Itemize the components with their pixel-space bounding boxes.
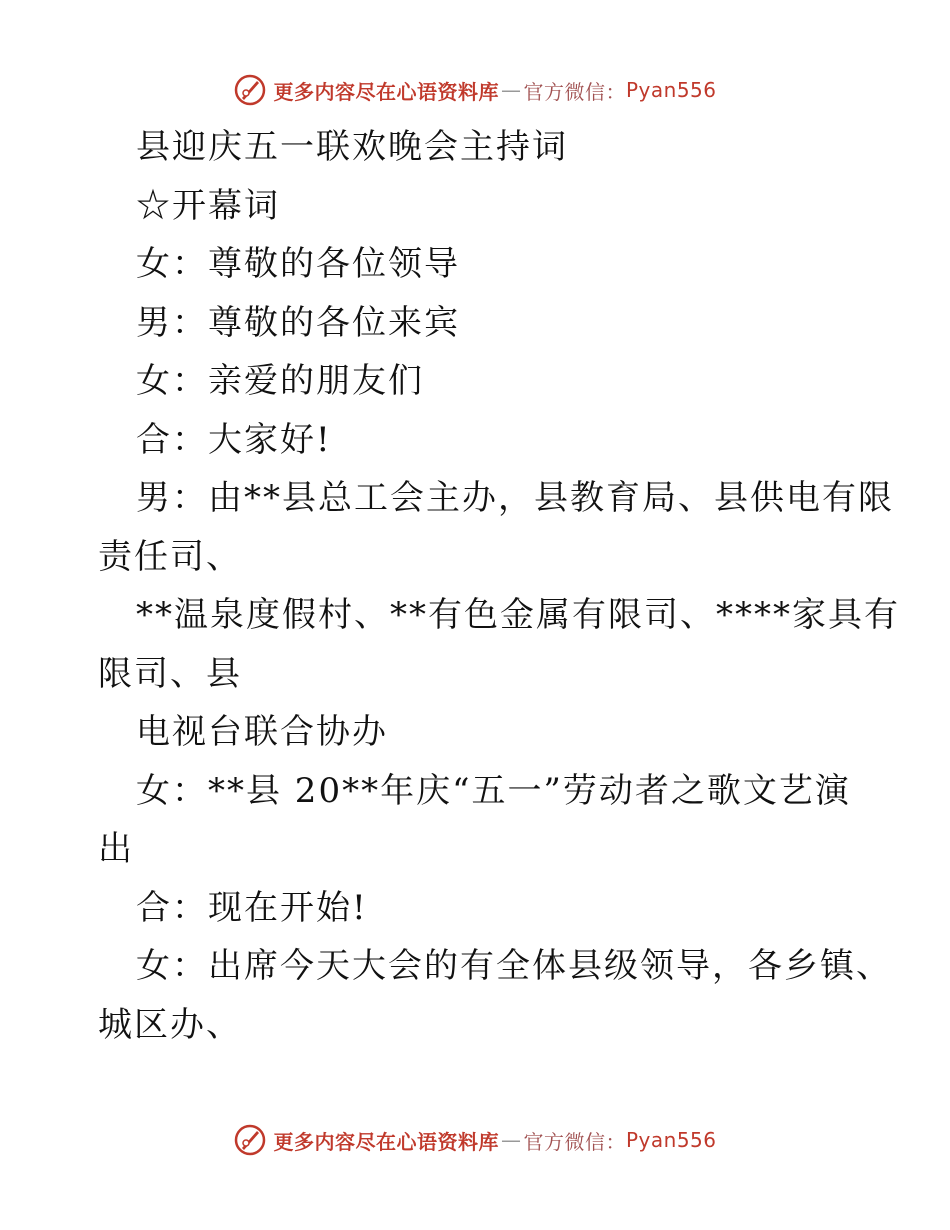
watermark-text: 更多内容尽在心语资料库 [273,1129,499,1154]
quill-logo-icon [233,1123,267,1157]
section-heading: ☆开幕词 [136,185,280,226]
document-body [98,118,900,1054]
paragraph-line: 合：大家好! [136,419,332,460]
document-title: 县迎庆五一联欢晚会主持词 [136,127,568,167]
paragraph-line: 限司、县 [98,653,242,694]
paragraph-line: 电视台联合协办 [136,712,388,752]
paragraph-line: 女：**县 20**年庆“五一”劳动者之歌文艺演 [136,770,851,811]
watermark-text: 更多内容尽在心语资料库 [273,79,499,104]
watermark-label: 官方微信： [523,79,626,104]
paragraph-line: **温泉度假村、**有色金属有限司、****家具有 [136,595,900,635]
paragraph-line: 女：尊敬的各位领导 [136,244,460,284]
paragraph-line: 男：由**县总工会主办，县教育局、县供电有限 [136,478,894,518]
paragraph-line: 出 [98,829,134,869]
paragraph-line: 女：出席今天大会的有全体县级领导，各乡镇、 [136,946,892,986]
paragraph-line: 合：现在开始! [136,887,368,928]
watermark-label: 官方微信： [523,1129,626,1154]
footer-watermark [0,1120,950,1160]
paragraph-line: 责任司、 [98,536,242,577]
watermark-dash: — [500,78,522,102]
watermark-id: Pyan556 [625,78,717,102]
header-watermark [0,70,950,110]
paragraph-line: 男：尊敬的各位来宾 [136,302,460,343]
quill-logo-icon [233,73,267,107]
paragraph-line: 城区办、 [98,1004,242,1045]
watermark-dash: — [500,1128,522,1152]
paragraph-line: 女：亲爱的朋友们 [136,361,424,401]
watermark-id: Pyan556 [625,1128,717,1152]
